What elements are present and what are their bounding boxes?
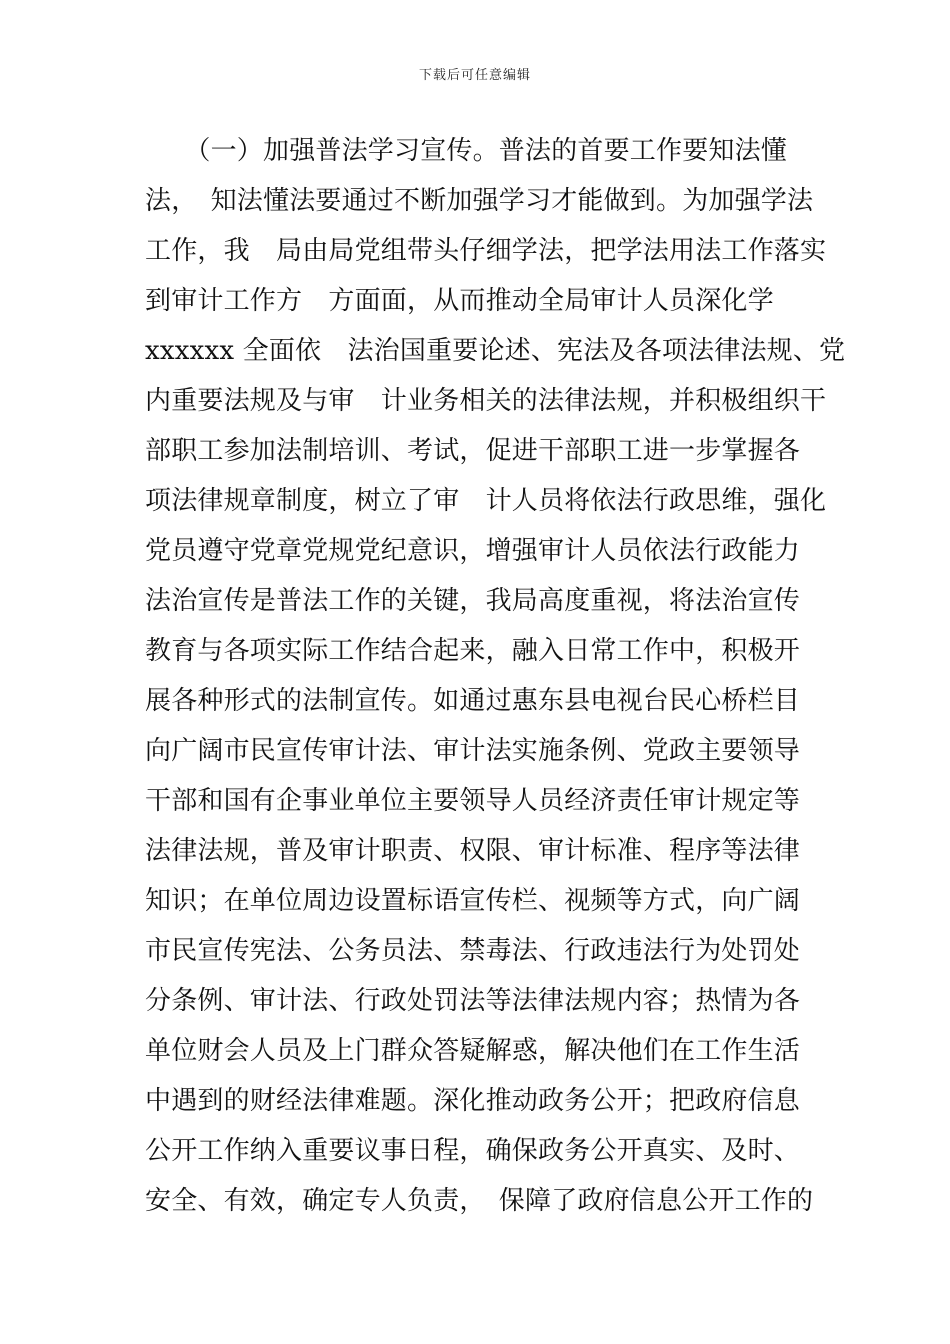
text-line: 安全、有效，确定专人负责， 保障了政府信息公开工作的 — [145, 1186, 814, 1216]
text-line: 展各种形式的法制宣传。如通过惠东县电视台民心桥栏目 — [145, 686, 801, 716]
text-line: 法， 知法懂法要通过不断加强学习才能做到。为加强学法 — [145, 186, 814, 216]
text-line: （一）加强普法学习宣传。普法的首要工作要知法懂 — [145, 136, 788, 166]
text-line: 部职工参加法制培训、考试，促进干部职工进一步掌握各 — [145, 436, 801, 466]
text-line: 市民宣传宪法、公务员法、禁毒法、行政违法行为处罚处 — [145, 936, 801, 966]
text-line: 公开工作纳入重要议事日程，确保政务公开真实、及时、 — [145, 1136, 801, 1166]
text-line: 法律法规，普及审计职责、权限、审计标准、程序等法律 — [145, 836, 801, 866]
text-line: 到审计工作方 方面面，从而推动全局审计人员深化学 — [145, 286, 774, 316]
text-line: xxxxxx 全面依 法治国重要论述、宪法及各项法律法规、党 — [145, 336, 846, 366]
text-line: 中遇到的财经法律难题。深化推动政务公开；把政府信息 — [145, 1086, 801, 1116]
document-body — [145, 126, 846, 1226]
text-line: 干部和国有企事业单位主要领导人员经济责任审计规定等 — [145, 786, 801, 816]
text-line: 内重要法规及与审 计业务相关的法律法规，并积极组织干 — [145, 386, 827, 416]
text-line: 党员遵守党章党规党纪意识，增强审计人员依法行政能力 — [145, 536, 801, 566]
text-line: 分条例、审计法、行政处罚法等法律法规内容；热情为各 — [145, 986, 801, 1016]
text-line: 工作，我 局由局党组带头仔细学法，把学法用法工作落实 — [145, 236, 827, 266]
text-line: 向广阔市民宣传审计法、审计法实施条例、党政主要领导 — [145, 736, 801, 766]
page-header: 下载后可任意编辑 — [418, 68, 531, 83]
text-line: 法治宣传是普法工作的关键，我局高度重视，将法治宣传 — [145, 586, 801, 616]
text-line: 教育与各项实际工作结合起来，融入日常工作中，积极开 — [145, 636, 801, 666]
text-line: 知识；在单位周边设置标语宣传栏、视频等方式，向广阔 — [145, 886, 801, 916]
text-line: 单位财会人员及上门群众答疑解惑，解决他们在工作生活 — [145, 1036, 801, 1066]
text-line: 项法律规章制度，树立了审 计人员将依法行政思维，强化 — [145, 486, 827, 516]
